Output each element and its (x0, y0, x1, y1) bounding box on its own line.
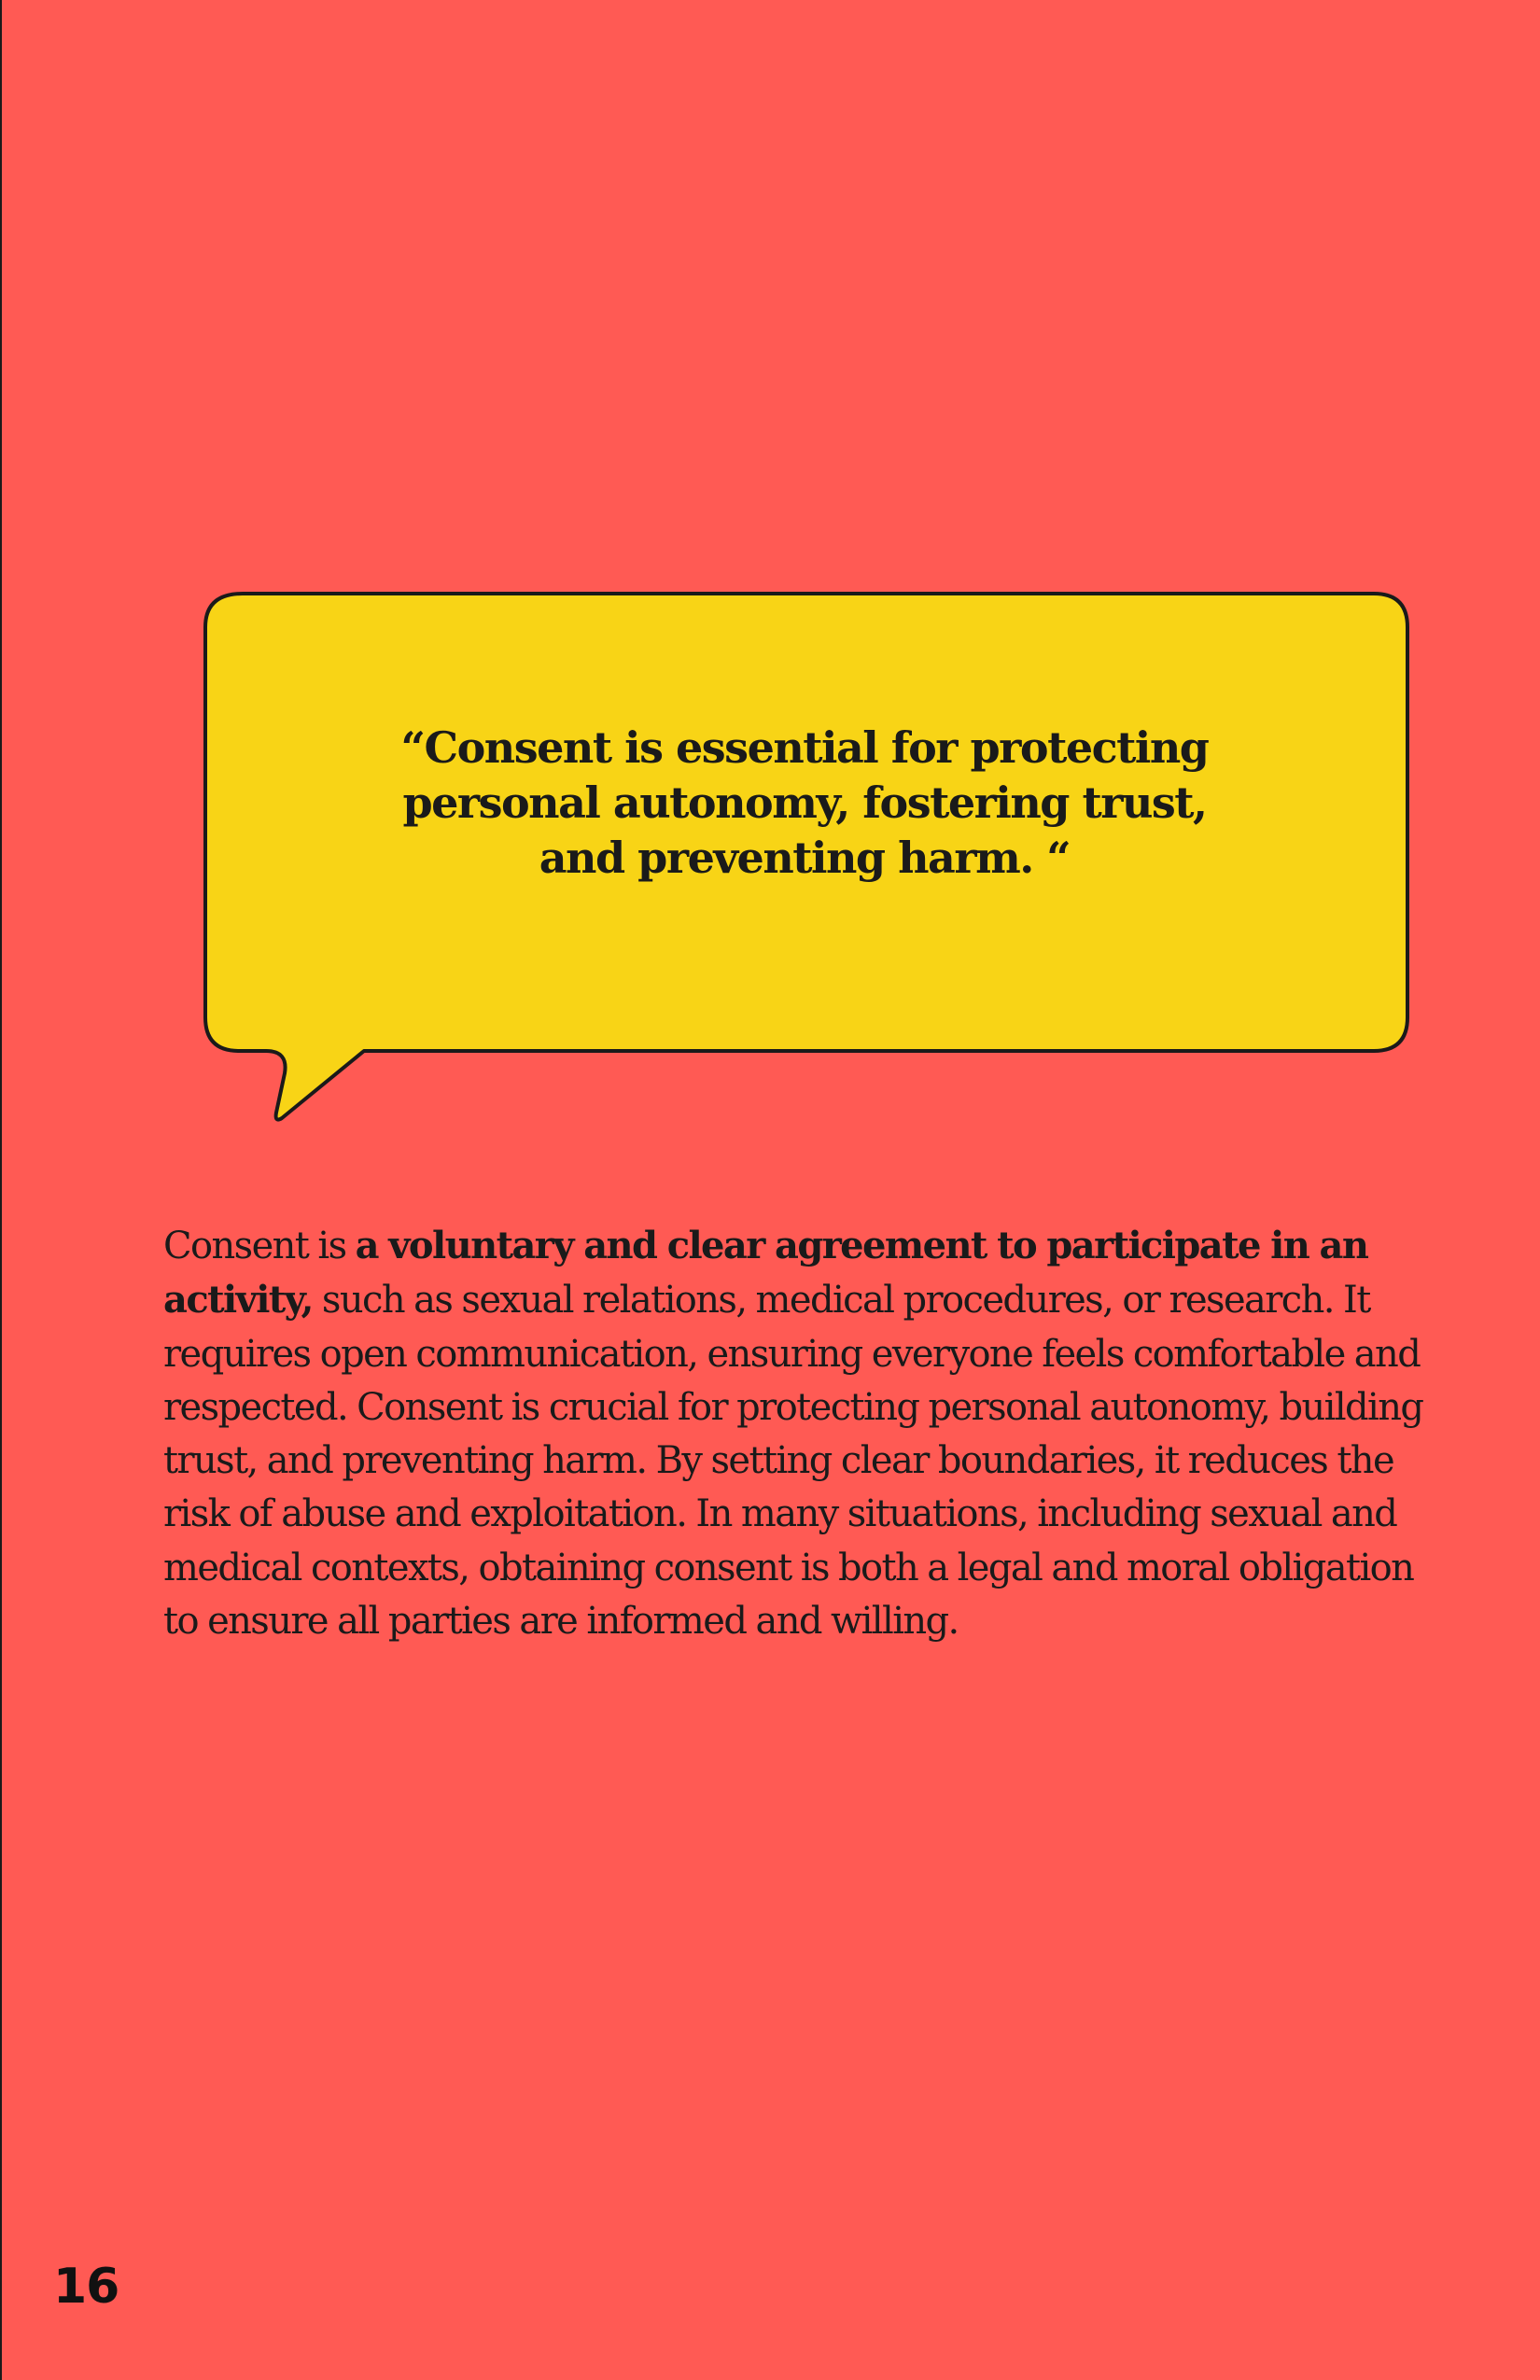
body-rest-text: such as sexual relations, medical procedures, or research. It requires open communication, ensuring everyone feels comfortable and respected. Consent is crucial for protecting personal autonomy, building trust, and preventing harm. By setting clear boundaries, it reduces the risk of abuse and exploitation. In many situations, including sexual and medical contexts, obtaining consent is both a legal and moral obligation to ensure all parties are informed and willing. (163, 1279, 1423, 1644)
pull-quote-line-3: and preventing harm. “ (539, 833, 1071, 883)
pull-quote-line-2: personal autonomy, fostering trust, (402, 777, 1207, 828)
body-bold-definition: a voluntary and clear agreement to participate in an activity, (163, 1224, 1368, 1323)
pull-quote (282, 721, 1327, 886)
page-number: 16 (53, 2259, 119, 2315)
pull-quote-line-1: “Consent is essential for protecting (400, 722, 1209, 773)
body-paragraph (163, 1219, 1423, 1648)
speech-bubble (2, 0, 1540, 2380)
body-lead-text: Consent is (163, 1225, 356, 1267)
page-background (2, 0, 1540, 2380)
